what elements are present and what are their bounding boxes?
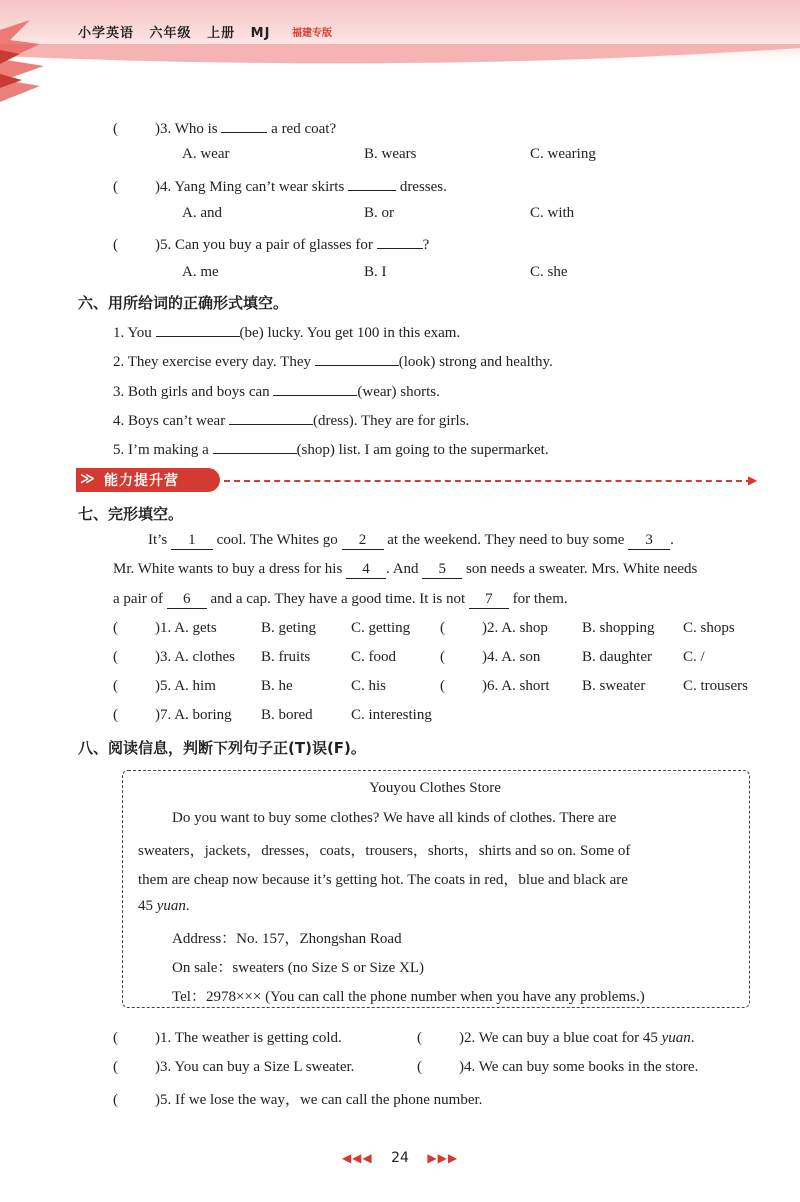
s6-item-1: 1. You (be) lucky. You get 100 in this exam. — [113, 322, 460, 342]
option: C. shops — [683, 620, 735, 636]
cloze-blank[interactable]: 2 — [342, 532, 384, 550]
page-footer — [0, 1150, 800, 1166]
answer-paren[interactable]: ( — [113, 1059, 118, 1075]
answer-paren[interactable]: ( — [113, 1030, 118, 1046]
cloze-line-1: It’s 1 cool. The Whites go 2 at the weekend. They need to buy some 3 . — [148, 532, 674, 548]
option: B. he — [261, 678, 293, 694]
answer-paren[interactable]: ( — [113, 707, 118, 723]
cloze-blank[interactable]: 1 — [171, 532, 213, 550]
answer-blank[interactable] — [315, 351, 399, 366]
store-text-line: sweaters，jackets，dresses，coats，trousers，shorts，shirts and so on. Some of — [138, 843, 631, 859]
answer-paren[interactable]: ( — [113, 678, 118, 694]
option: B. fruits — [261, 649, 311, 665]
cloze-blank[interactable]: 3 — [628, 532, 670, 550]
option: A. me — [182, 264, 219, 280]
double-arrow-icon: ≫ — [80, 471, 95, 487]
cloze-q2: ( )2. A. shop — [440, 620, 548, 636]
s5-question-3: ( )3. Who is a red coat? — [113, 118, 336, 138]
option: B. wears — [364, 146, 417, 162]
answer-blank[interactable] — [156, 322, 240, 337]
answer-paren[interactable]: ( — [113, 649, 118, 665]
cloze-line-3: a pair of 6 and a cap. They have a good time. It is not 7 for them. — [113, 591, 568, 607]
cloze-q5: ( )5. A. him — [113, 678, 216, 694]
option: C. with — [530, 205, 575, 221]
cloze-blank[interactable]: 4 — [346, 561, 386, 579]
option: B. or — [364, 205, 394, 221]
option: C. food — [351, 649, 396, 665]
option: B. daughter — [582, 649, 652, 665]
s5-question-4: ( )4. Yang Ming can’t wear skirts dresses. — [113, 176, 447, 196]
cloze-q6: ( )6. A. short — [440, 678, 550, 694]
answer-paren[interactable]: ( — [113, 620, 118, 636]
option: B. geting — [261, 620, 316, 636]
cloze-blank[interactable]: 6 — [167, 591, 207, 609]
answer-blank[interactable] — [273, 381, 357, 396]
store-sale: On sale：sweaters (no Size S or Size XL) — [172, 960, 425, 976]
answer-paren[interactable]: ( — [113, 179, 118, 195]
option: A. wear — [182, 146, 230, 162]
tf-statement-1: ( )1. The weather is getting cold. — [113, 1030, 342, 1046]
answer-paren[interactable]: ( — [113, 237, 118, 253]
page-number: 24 — [391, 1150, 409, 1166]
answer-blank[interactable] — [213, 439, 297, 454]
store-address: Address：No. 157，Zhongshan Road — [172, 931, 402, 947]
option: B. shopping — [582, 620, 655, 636]
cloze-q7: ( )7. A. boring — [113, 707, 232, 723]
store-text-line: Do you want to buy some clothes? We have all kinds of clothes. There are — [172, 810, 617, 826]
cloze-q1: ( )1. A. gets — [113, 620, 217, 636]
header-volume: 上册 — [207, 26, 236, 41]
tf-statement-2: ( )2. We can buy a blue coat for 45 yuan. — [417, 1030, 695, 1046]
header-wave — [0, 44, 800, 74]
option: C. his — [351, 678, 387, 694]
answer-blank[interactable] — [229, 410, 313, 425]
banner-divider — [224, 480, 752, 482]
edition-badge: 福建专版 — [292, 28, 332, 39]
cloze-blank[interactable]: 5 — [422, 561, 462, 579]
store-title: Youyou Clothes Store — [369, 780, 501, 796]
next-arrows-icon: ▶▶▶ — [427, 1151, 459, 1165]
answer-blank[interactable] — [377, 234, 423, 249]
s6-item-5: 5. I’m making a (shop) list. I am going to the supermarket. — [113, 439, 549, 459]
option: C. wearing — [530, 146, 596, 162]
option: C. getting — [351, 620, 411, 636]
answer-paren[interactable]: ( — [113, 1092, 118, 1108]
section7-heading: 七、完形填空。 — [78, 505, 184, 523]
tf-statement-4: ( )4. We can buy some books in the store. — [417, 1059, 699, 1075]
ability-banner-label: 能力提升营 — [104, 473, 179, 489]
store-text-line: them are cheap now because it’s getting hot. The coats in red，blue and black are — [138, 872, 628, 888]
answer-paren[interactable]: ( — [417, 1059, 422, 1075]
answer-paren[interactable]: ( — [440, 678, 445, 694]
cloze-q3: ( )3. A. clothes — [113, 649, 236, 665]
tf-statement-3: ( )3. You can buy a Size L sweater. — [113, 1059, 355, 1075]
option: B. sweater — [582, 678, 646, 694]
header-grade: 六年级 — [149, 26, 192, 41]
tf-statement-5: ( )5. If we lose the way，we can call the phone number. — [113, 1092, 483, 1108]
header-title — [78, 22, 280, 41]
answer-paren[interactable]: ( — [417, 1030, 422, 1046]
prev-arrows-icon: ◀◀◀ — [341, 1151, 373, 1165]
answer-paren[interactable]: ( — [440, 649, 445, 665]
section6-heading: 六、用所给词的正确形式填空。 — [78, 294, 289, 312]
answer-blank[interactable] — [348, 176, 396, 191]
section8-heading: 八、阅读信息，判断下列句子正(T)误(F)。 — [78, 739, 366, 757]
cloze-q4: ( )4. A. son — [440, 649, 541, 665]
store-text-line: 45 yuan. — [138, 898, 190, 914]
s6-item-4: 4. Boys can’t wear (dress). They are for girls. — [113, 410, 469, 430]
answer-paren[interactable]: ( — [113, 121, 118, 137]
option: B. I — [364, 264, 387, 280]
header-subject: 小学英语 — [78, 26, 135, 41]
s6-item-2: 2. They exercise every day. They (look) strong and healthy. — [113, 351, 553, 371]
arrow-end-icon: ▶ — [748, 473, 758, 487]
answer-paren[interactable]: ( — [440, 620, 445, 636]
page-header — [0, 0, 800, 62]
option: C. she — [530, 264, 568, 280]
answer-blank[interactable] — [221, 118, 267, 133]
cloze-blank[interactable]: 7 — [469, 591, 509, 609]
pagoda-icon — [0, 10, 54, 120]
header-edition: MJ — [250, 26, 271, 41]
option: C. / — [683, 649, 705, 665]
cloze-line-2: Mr. White wants to buy a dress for his 4 . And 5 son needs a sweater. Mrs. White needs — [113, 561, 698, 577]
store-tel: Tel：2978××× (You can call the phone number when you have any problems.) — [172, 989, 645, 1005]
s5-question-5: ( )5. Can you buy a pair of glasses for ? — [113, 234, 429, 254]
s6-item-3: 3. Both girls and boys can (wear) shorts. — [113, 381, 440, 401]
option: A. and — [182, 205, 222, 221]
option: B. bored — [261, 707, 313, 723]
option: C. interesting — [351, 707, 432, 723]
option: C. trousers — [683, 678, 748, 694]
